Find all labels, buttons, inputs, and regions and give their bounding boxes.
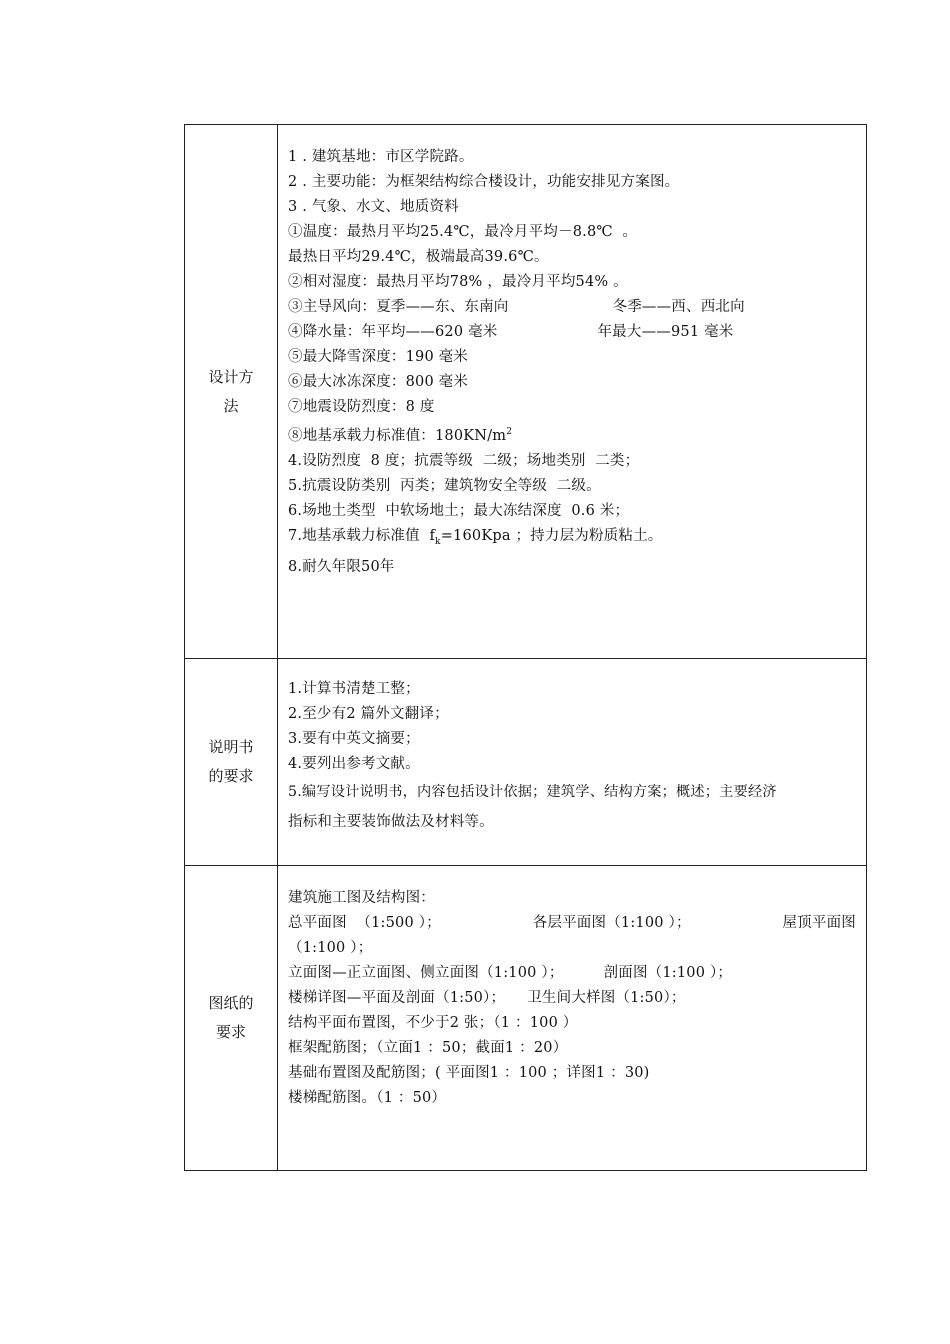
content-line: 基础布置图及配筋图；( 平面图1 ：100 ；详图1 ：30) [288, 1065, 650, 1081]
label-line: 法 [223, 396, 239, 415]
wind-winter: 冬季——西、西北向 [612, 299, 745, 315]
design-method-label [185, 125, 278, 659]
elevation-scale: 立面图—正立面图、侧立面图（1:100 ）； [288, 965, 564, 981]
manual-requirements-content [278, 659, 867, 866]
content-line: 3.要有中英文摘要； [288, 731, 420, 747]
bearing-standard-rest: =160Kpa ；持力层为粉质粘土。 [440, 527, 663, 544]
design-method-row [185, 125, 867, 659]
content-line: ⑤最大降雪深度：190 毫米 [288, 349, 469, 365]
drawing-requirements-row [185, 866, 867, 1171]
roof-plan-label: 屋顶平面图 [782, 915, 856, 931]
content-line [288, 986, 858, 1011]
content-line [288, 524, 858, 555]
label-line: 的要求 [208, 767, 254, 785]
drawing-requirements-content [278, 866, 867, 1171]
content-line: 6.场地土类型 中软场地土；最大冻结深度 0.6 米； [288, 502, 630, 519]
manual-requirements-label [185, 659, 278, 866]
content-line: 1 . 建筑基地：市区学院路。 [288, 149, 474, 165]
content-line: 结构平面布置图，不少于2 张；（1 ：100 ） [288, 1015, 578, 1031]
label-line: 说明书 [208, 738, 254, 756]
content-line: 8.耐久年限50年 [288, 558, 395, 575]
rain-max: 年最大——951 毫米 [597, 324, 734, 340]
section-scale: 剖面图（1:100 ）； [603, 965, 733, 981]
content-line: 最热日平均29.4℃，极端最高39.6℃。 [288, 249, 549, 265]
stair-detail-scale: 楼梯详图—平面及剖面（1:50）； [288, 990, 506, 1006]
label-line: 图纸的 [208, 994, 254, 1012]
content-line: 2 . 主要功能：为框架结构综合楼设计，功能安排见方案图。 [288, 174, 680, 190]
content-line [288, 295, 858, 320]
content-line: 1.计算书清楚工整； [288, 681, 420, 697]
restroom-detail-scale: 卫生间大样图（1:50）； [527, 990, 686, 1006]
content-line: ⑦地震设防烈度：8 度 [288, 399, 435, 415]
bearing-standard: 7.地基承载力标准值 f [288, 527, 436, 544]
content-line: ②相对湿度：最热月平均78% ，最冷月平均54% 。 [288, 274, 628, 290]
drawing-requirements-label [185, 866, 278, 1171]
manual-requirements-row [185, 659, 867, 866]
content-line: 4.要列出参考文献。 [288, 756, 420, 772]
content-line: 2.至少有2 篇外文翻译； [288, 706, 449, 722]
content-line: 指标和主要装饰做法及材料等。 [288, 814, 494, 830]
content-line: 楼梯配筋图。（1 ：50） [288, 1090, 447, 1106]
content-line: 建筑施工图及结构图： [288, 890, 435, 906]
content-line: 5.抗震设防类别 丙类；建筑物安全等级 二级。 [288, 477, 601, 494]
content-line [288, 911, 858, 936]
wind-summer: ③主导风向：夏季——东、东南向 [288, 299, 509, 315]
superscript-exponent: 2 [506, 427, 513, 437]
content-line [288, 420, 858, 449]
label-line: 设计方 [208, 367, 254, 386]
content-line [288, 961, 858, 986]
content-line [288, 320, 858, 345]
requirements-table [184, 124, 867, 1171]
content-line: （1:100 ）； [288, 940, 373, 956]
label-line: 要求 [215, 1023, 246, 1041]
content-line: 4.设防烈度 8 度；抗震等级 二级；场地类别 二类； [288, 452, 640, 469]
floor-plan-scale: 各层平面图（1:100 ）； [532, 915, 691, 931]
design-method-content [278, 125, 867, 659]
content-line: 3 . 气象、水文、地质资料 [288, 199, 459, 215]
subscript-k: k [435, 536, 441, 547]
rain-average: ④降水量：年平均——620 毫米 [288, 324, 498, 340]
content-line: 5.编写设计说明书，内容包括设计依据；建筑学、结构方案；概述；主要经济 [288, 784, 777, 800]
site-plan-scale: 总平面图 （1:500 ）； [288, 915, 441, 931]
content-line: 框架配筋图；（立面1 ：50；截面1 ：20） [288, 1040, 568, 1056]
content-line: ⑥最大冰冻深度：800 毫米 [288, 374, 469, 390]
content-line: ①温度：最热月平均25.4℃，最冷月平均－8.8℃ 。 [288, 224, 638, 240]
bearing-capacity: ⑧地基承载力标准值：180KN/m [288, 427, 507, 444]
